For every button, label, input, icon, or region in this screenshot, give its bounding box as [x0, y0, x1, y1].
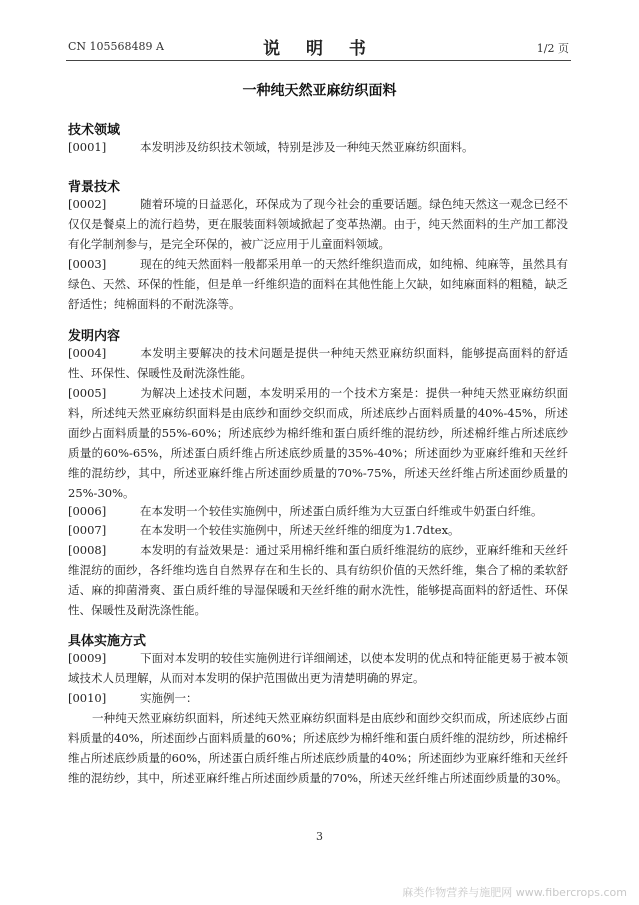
section-heading-embodiment: 具体实施方式	[68, 634, 147, 649]
paragraph-text: 下面对本发明的较佳实施例进行详细阐述，以使本发明的优点和特征能更易于被本领域技术人员理解，从而对本发明的保护范围做出更为清楚明确的界定。	[68, 651, 568, 685]
header-page-indicator: 1/2 页	[536, 42, 569, 55]
header-rule	[66, 60, 571, 61]
watermark: 麻类作物营养与施肥网 www.fibercrops.com	[402, 886, 627, 899]
paragraph-0010	[68, 688, 568, 708]
paragraph-number: [0010]	[68, 691, 107, 705]
paragraph-text: 本发明涉及纺织技术领域，特别是涉及一种纯天然亚麻纺织面料。	[140, 140, 474, 154]
paragraph-0004	[68, 343, 568, 383]
paragraph-0001	[68, 137, 568, 157]
paragraph-text: 实施例一：	[140, 691, 198, 705]
paragraph-number: [0003]	[68, 257, 107, 271]
paragraph-text: 为解决上述技术问题，本发明采用的一个技术方案是：提供一种纯天然亚麻纺织面料，所述纯天然亚麻纺织面料是由底纱和面纱交织而成，所述底纱占面料质量的40%-45%，所述面纱占面料质量的55%-60%；所述底纱为棉纤维和蛋白质纤维的混纺纱，所述棉纤维占所述底纱质量的60%-65%，所述蛋白质纤维占所述底纱质量的35%-40%；所述面纱为亚麻纤维和天丝纤维的混纺纱，其中，所述亚麻纤维占所述面纱质量的70%-75%，所述天丝纤维占所述面纱质量的25%-30%。	[68, 386, 568, 500]
paragraph-0006	[68, 501, 568, 521]
paragraph-0005	[68, 383, 568, 503]
paragraph-text: 随着环境的日益恶化，环保成为了现今社会的重要话题。绿色纯天然这一观念已经不仅仅是餐桌上的流行趋势，更在服装面料领域掀起了变革热潮。由于，纯天然面料的生产加工都没有化学制剂参与，是完全环保的，被广泛应用于儿童面料领域。	[68, 197, 568, 251]
paragraph-0009	[68, 648, 568, 688]
paragraph-text: 在本发明一个较佳实施例中，所述蛋白质纤维为大豆蛋白纤维或牛奶蛋白纤维。	[140, 504, 543, 518]
page-number: 3	[316, 830, 323, 843]
paragraph-text: 现在的纯天然面料一般都采用单一的天然纤维织造而成，如纯棉、纯麻等，虽然具有绿色、天然、环保的性能，但是单一纤维织造的面料在其他性能上欠缺，如纯麻面料的粗糙，缺乏舒适性；纯棉面料的不耐洗涤等。	[68, 257, 568, 311]
paragraph-text: 在本发明一个较佳实施例中，所述天丝纤维的细度为1.7dtex。	[140, 523, 460, 537]
paragraph-number: [0006]	[68, 504, 107, 518]
paragraph-number: [0004]	[68, 346, 107, 360]
paragraph-number: [0002]	[68, 197, 107, 211]
paragraph-0007	[68, 520, 568, 540]
embodiment-paragraph: 一种纯天然亚麻纺织面料，所述纯天然亚麻纺织面料是由底纱和面纱交织而成，所述底纱占面料质量的40%，所述面纱占面料质量的60%；所述底纱为棉纤维和蛋白质纤维的混纺纱，所述棉纤维占所述底纱质量的60%，所述蛋白质纤维占所述底纱质量的40%；所述面纱为亚麻纤维和天丝纤维的混纺纱，其中，所述亚麻纤维占所述面纱质量的70%，所述天丝纤维占所述面纱质量的30%。	[68, 711, 568, 785]
paragraph-number: [0007]	[68, 523, 107, 537]
paragraph-number: [0008]	[68, 543, 107, 557]
patent-number: CN 105568489 A	[68, 40, 164, 53]
paragraph-number: [0005]	[68, 386, 107, 400]
paragraph-0008	[68, 540, 568, 620]
header-title: 说 明 书	[263, 39, 376, 59]
document-title: 一种纯天然亚麻纺织面料	[242, 83, 397, 99]
paragraph-number: [0009]	[68, 651, 107, 665]
section-heading-background: 背景技术	[68, 180, 121, 195]
section-heading-tech-field: 技术领域	[68, 123, 121, 138]
paragraph-0002	[68, 194, 568, 254]
paragraph-text: 本发明主要解决的技术问题是提供一种纯天然亚麻纺织面料，能够提高面料的舒适性、环保性、保暖性及耐洗涤性能。	[68, 346, 568, 380]
section-heading-summary: 发明内容	[68, 329, 121, 344]
paragraph-text: 本发明的有益效果是：通过采用棉纤维和蛋白质纤维混纺的底纱，亚麻纤维和天丝纤维混纺的面纱，各纤维均选自自然界存在和生长的、具有纺织价值的天然纤维，集合了棉的柔软舒适、麻的抑菌滑爽、蛋白质纤维的导湿保暖和天丝纤维的耐水洗性，能够提高面料的舒适性、环保性、保暖性及耐洗涤性能。	[68, 543, 568, 617]
paragraph-number: [0001]	[68, 140, 107, 154]
paragraph-0003	[68, 254, 568, 314]
